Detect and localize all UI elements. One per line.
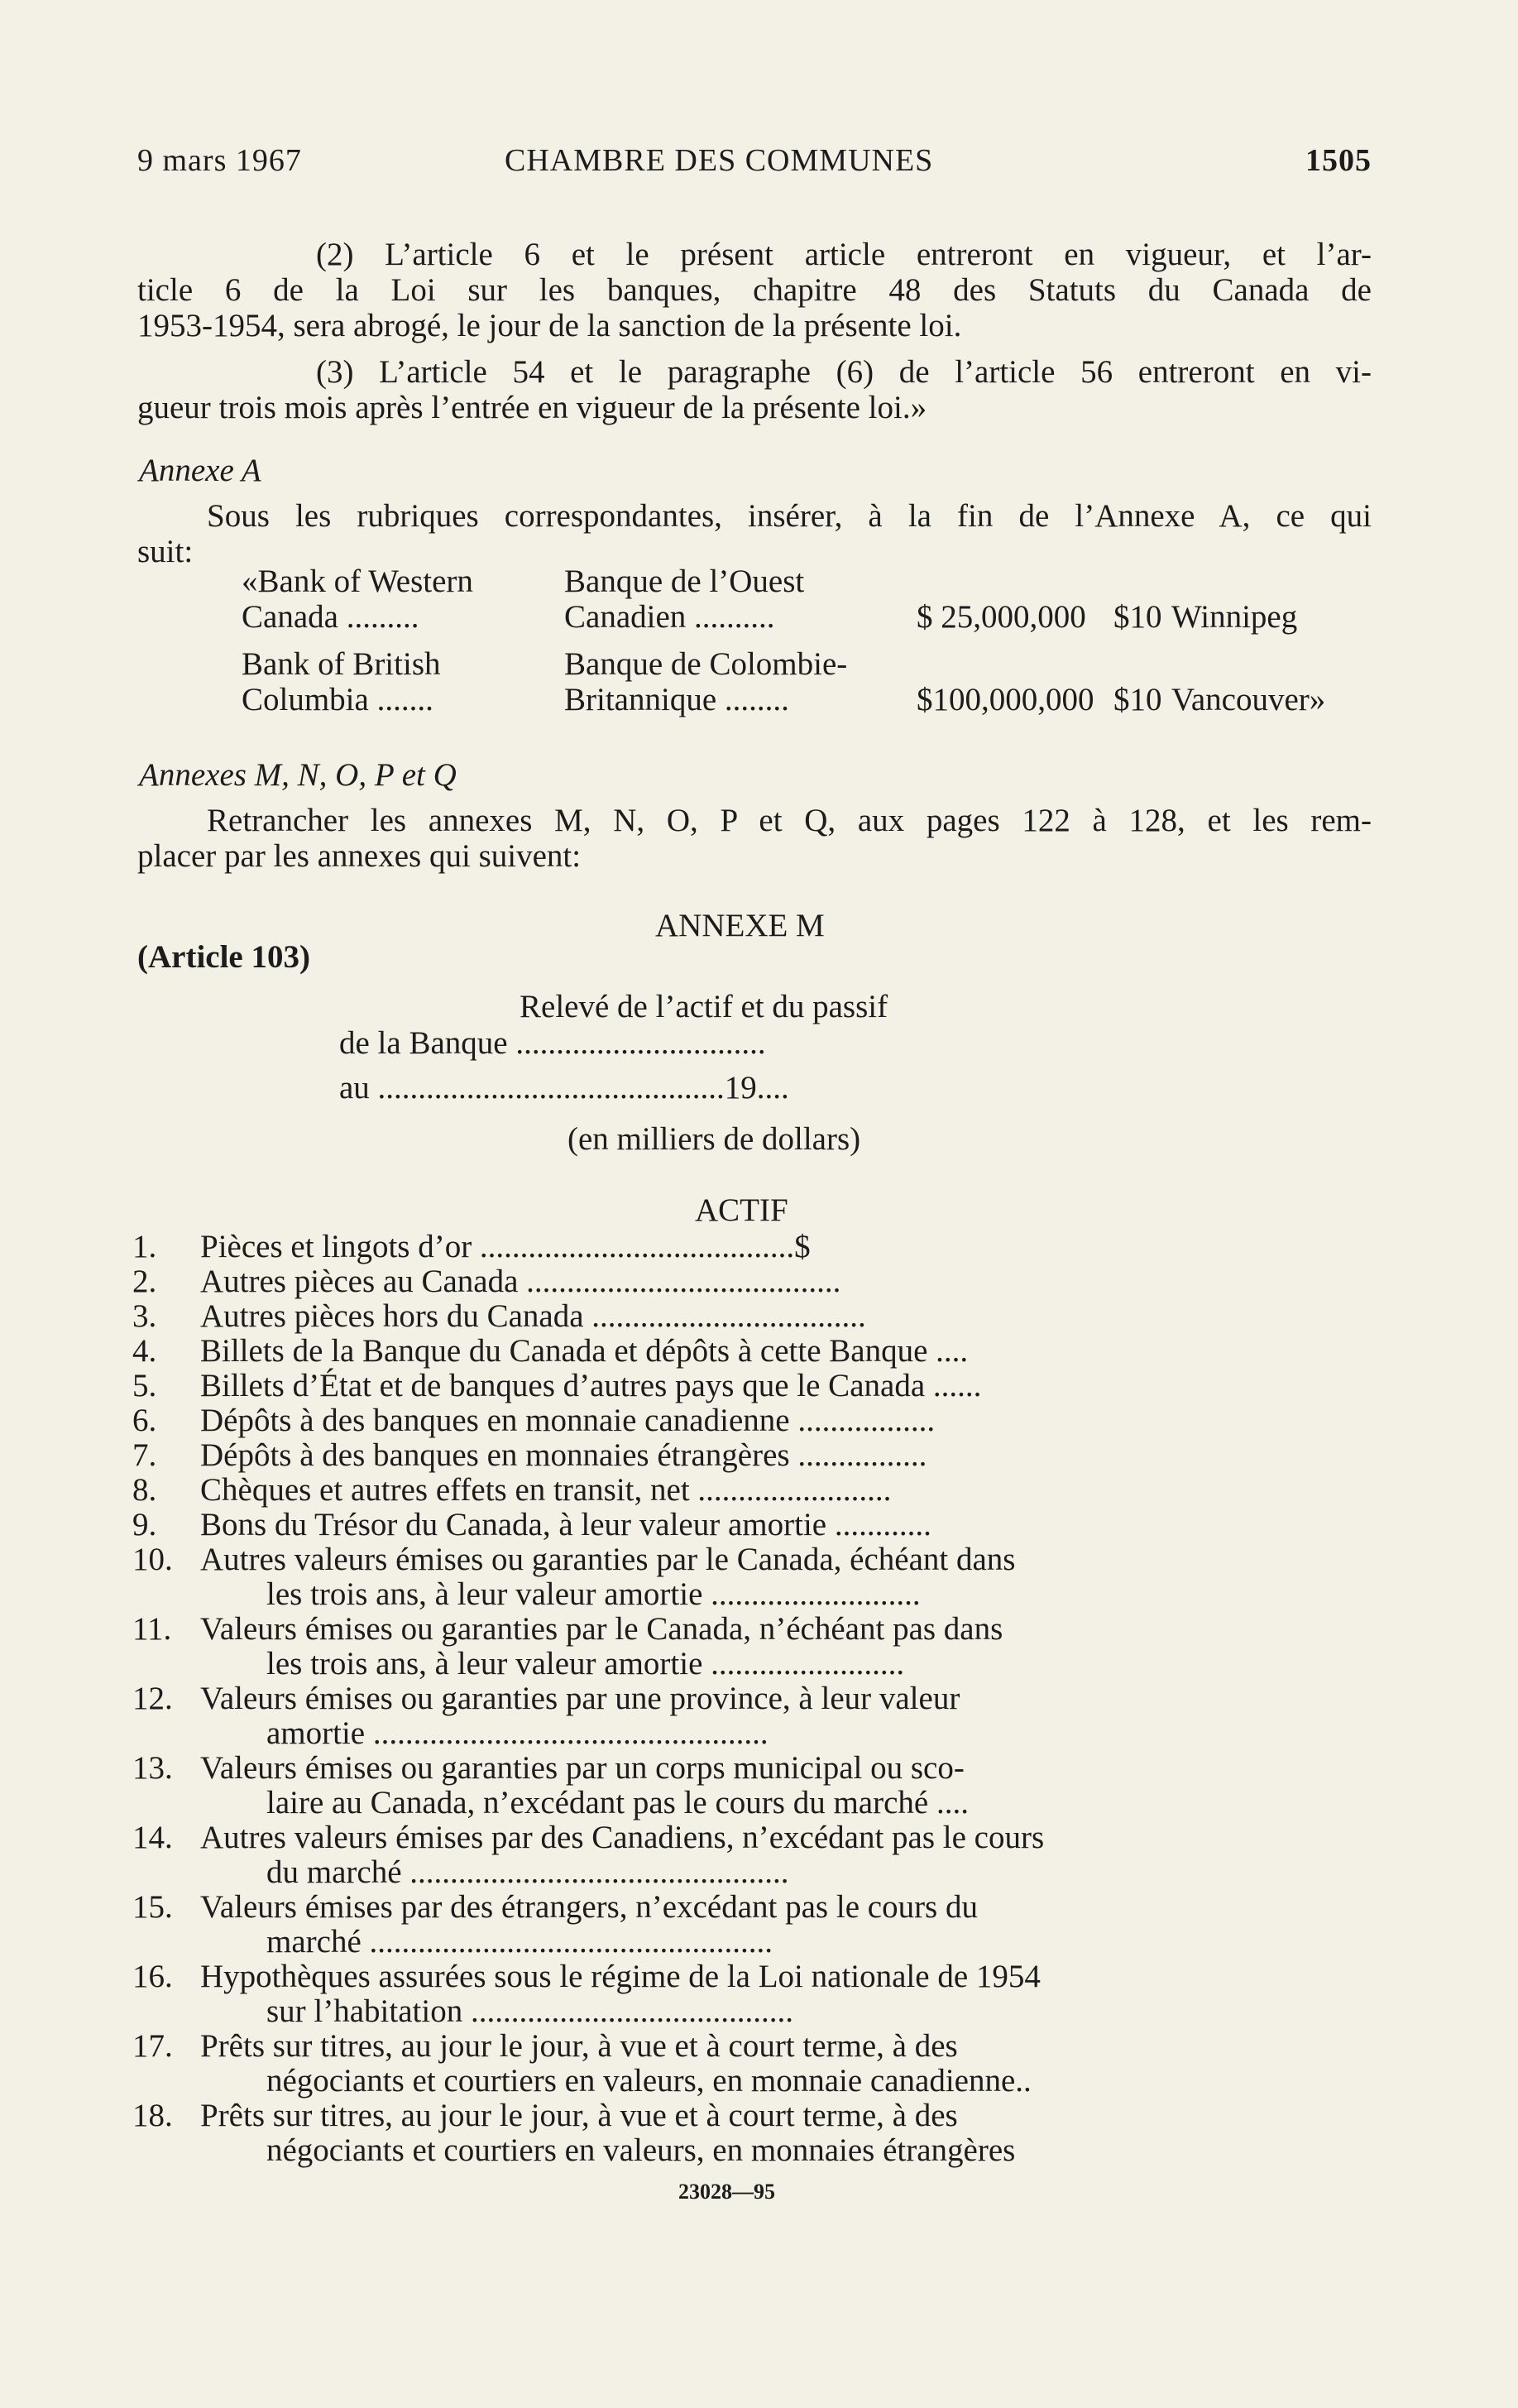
bank-name-fr: Canadien .......... xyxy=(564,599,775,635)
actif-item-number: 16. xyxy=(132,1959,173,1994)
actif-item-text: Billets d’État et de banques d’autres pays que le Canada ...... xyxy=(200,1368,982,1403)
actif-item-text: Autres valeurs émises ou garanties par le Canada, échéant dans xyxy=(200,1542,1016,1577)
units-label: (en milliers de dollars) xyxy=(567,1121,861,1157)
actif-item xyxy=(132,1438,1200,1473)
bank-capital: $100,000,000 xyxy=(917,682,1094,717)
page-number: 1505 xyxy=(1305,143,1372,178)
actif-item-text: négociants et courtiers en valeurs, en monnaies étrangères xyxy=(266,2132,1016,2168)
actif-item-text: Bons du Trésor du Canada, à leur valeur amortie ............ xyxy=(200,1507,931,1542)
bank-name-fr: Banque de Colombie- xyxy=(564,646,848,682)
actif-item-text: Prêts sur titres, au jour le jour, à vue et à court terme, à des xyxy=(200,2028,958,2064)
actif-item-number: 9. xyxy=(132,1507,157,1542)
paragraph-3-line: (3) L’article 54 et le paragraphe (6) de l’article 56 entreront en vi- xyxy=(316,354,1372,390)
actif-item-text: Autres pièces hors du Canada .................................. xyxy=(200,1298,866,1334)
actif-item xyxy=(132,1890,1200,1959)
actif-item-number: 7. xyxy=(132,1437,157,1473)
actif-item-number: 4. xyxy=(132,1333,157,1369)
actif-item xyxy=(132,1230,1200,1264)
bank-name-en: Bank of British xyxy=(242,646,441,682)
actif-item-number: 6. xyxy=(132,1403,157,1438)
actif-item-number: 1. xyxy=(132,1229,157,1264)
bank-name-en: Columbia ....... xyxy=(242,682,433,717)
date-line: au ...........................................19.... xyxy=(339,1070,789,1106)
annexe-a-heading: Annexe A xyxy=(139,453,261,488)
actif-item-text: Dépôts à des banques en monnaies étrangères ................ xyxy=(200,1437,927,1473)
paragraph-2-line: (2) L’article 6 et le présent article entreront en vigueur, et l’ar- xyxy=(316,237,1372,272)
actif-item-number: 8. xyxy=(132,1472,157,1508)
actif-item xyxy=(132,1820,1200,1890)
paragraph-2 xyxy=(137,237,1372,343)
actif-item-text: négociants et courtiers en valeurs, en monnaie canadienne.. xyxy=(266,2063,1032,2099)
annexes-mnopq-line: Retrancher les annexes M, N, O, P et Q, aux pages 122 à 128, et les rem- xyxy=(207,803,1372,838)
actif-item xyxy=(132,1681,1200,1751)
actif-item-text: Prêts sur titres, au jour le jour, à vue et à court terme, à des xyxy=(200,2098,958,2133)
paragraph-3 xyxy=(137,354,1372,425)
actif-item-number: 15. xyxy=(132,1889,173,1925)
printer-code: 23028—95 xyxy=(678,2180,775,2204)
paragraph-2-line: 1953-1954, sera abrogé, le jour de la sanction de la présente loi. xyxy=(137,308,962,343)
bank-capital: $ 25,000,000 xyxy=(917,599,1086,635)
actif-item xyxy=(132,1959,1200,2029)
actif-item xyxy=(132,1334,1200,1369)
bank-city: Winnipeg xyxy=(1171,599,1298,635)
actif-item xyxy=(132,1264,1200,1299)
actif-item-text: Valeurs émises ou garanties par un corps municipal ou sco- xyxy=(200,1750,965,1786)
actif-item xyxy=(132,1508,1200,1542)
article-reference: (Article 103) xyxy=(137,939,310,975)
bank-share-value: $10 xyxy=(1113,599,1162,635)
annexe-a-intro xyxy=(137,498,1372,569)
actif-item-number: 5. xyxy=(132,1368,157,1403)
actif-item-number: 18. xyxy=(132,2098,173,2133)
actif-item-text: les trois ans, à leur valeur amortie ........................ xyxy=(266,1646,905,1681)
actif-item-text: Chèques et autres effets en transit, net ........................ xyxy=(200,1472,892,1508)
paragraph-3-line: gueur trois mois après l’entrée en vigueur de la présente loi.» xyxy=(137,390,927,425)
actif-item xyxy=(132,1751,1200,1820)
paragraph-2-line: ticle 6 de la Loi sur les banques, chapitre 48 des Statuts du Canada de xyxy=(137,272,1372,308)
actif-item-number: 3. xyxy=(132,1298,157,1334)
actif-item-number: 10. xyxy=(132,1542,173,1577)
actif-item-text: Pièces et lingots d’or .......................................$ xyxy=(200,1229,811,1264)
actif-item xyxy=(132,1473,1200,1508)
actif-item-number: 2. xyxy=(132,1264,157,1299)
actif-item-text: Valeurs émises ou garanties par le Canada, n’échéant pas dans xyxy=(200,1611,1003,1647)
actif-item-number: 14. xyxy=(132,1820,173,1855)
actif-item xyxy=(132,1403,1200,1438)
actif-item-text: Valeurs émises par des étrangers, n’excédant pas le cours du xyxy=(200,1889,978,1925)
annexe-m-title: ANNEXE M xyxy=(655,908,825,943)
header-date: 9 mars 1967 xyxy=(137,143,302,178)
actif-item-text: amortie ................................................. xyxy=(266,1715,769,1751)
bank-name-fr: Britannique ........ xyxy=(564,682,789,717)
bank-name-en: Canada ......... xyxy=(242,599,419,635)
actif-item-text: les trois ans, à leur valeur amortie .......................... xyxy=(266,1576,921,1612)
annexes-mnopq-line: placer par les annexes qui suivent: xyxy=(137,838,582,874)
actif-item xyxy=(132,2099,1200,2168)
actif-item-text: laire au Canada, n’excédant pas le cours du marché .... xyxy=(266,1785,969,1820)
actif-item xyxy=(132,1299,1200,1334)
statement-title: Relevé de l’actif et du passif xyxy=(520,989,888,1024)
bank-name-fr: Banque de l’Ouest xyxy=(564,564,805,599)
actif-item-text: du marché ............................................... xyxy=(266,1854,789,1890)
actif-item xyxy=(132,1612,1200,1681)
header-title: CHAMBRE DES COMMUNES xyxy=(505,143,934,178)
actif-item xyxy=(132,2029,1200,2099)
actif-item xyxy=(132,1542,1200,1612)
actif-item-text: Valeurs émises ou garanties par une province, à leur valeur xyxy=(200,1681,960,1716)
actif-list xyxy=(132,1230,1200,2168)
actif-item xyxy=(132,1369,1200,1403)
actif-item-number: 11. xyxy=(132,1611,172,1647)
bank-share-value: $10 xyxy=(1113,682,1162,717)
actif-item-text: sur l’habitation ........................................ xyxy=(266,1993,793,2029)
actif-item-number: 12. xyxy=(132,1681,173,1716)
actif-item-number: 17. xyxy=(132,2028,173,2064)
bank-city: Vancouver» xyxy=(1171,682,1326,717)
actif-item-text: Billets de la Banque du Canada et dépôts à cette Banque .... xyxy=(200,1333,969,1369)
actif-item-text: Dépôts à des banques en monnaie canadienne ................. xyxy=(200,1403,936,1438)
actif-item-text: Autres pièces au Canada ....................................... xyxy=(200,1264,841,1299)
actif-item-text: Autres valeurs émises par des Canadiens, n’excédant pas le cours xyxy=(200,1820,1045,1855)
annexe-a-intro-line: Sous les rubriques correspondantes, insérer, à la fin de l’Annexe A, ce qui xyxy=(207,498,1372,534)
bank-name-line: de la Banque ............................... xyxy=(339,1025,766,1061)
bank-name-en: «Bank of Western xyxy=(242,564,473,599)
annexe-a-intro-line: suit: xyxy=(137,534,194,569)
annexes-mnopq-text xyxy=(137,803,1372,874)
actif-item-text: Hypothèques assurées sous le régime de la Loi nationale de 1954 xyxy=(200,1959,1041,1994)
actif-item-number: 13. xyxy=(132,1750,173,1786)
actif-item-text: marché .................................................. xyxy=(266,1924,773,1959)
annexes-mnopq-heading: Annexes M, N, O, P et Q xyxy=(139,757,457,793)
section-actif: ACTIF xyxy=(695,1192,788,1228)
